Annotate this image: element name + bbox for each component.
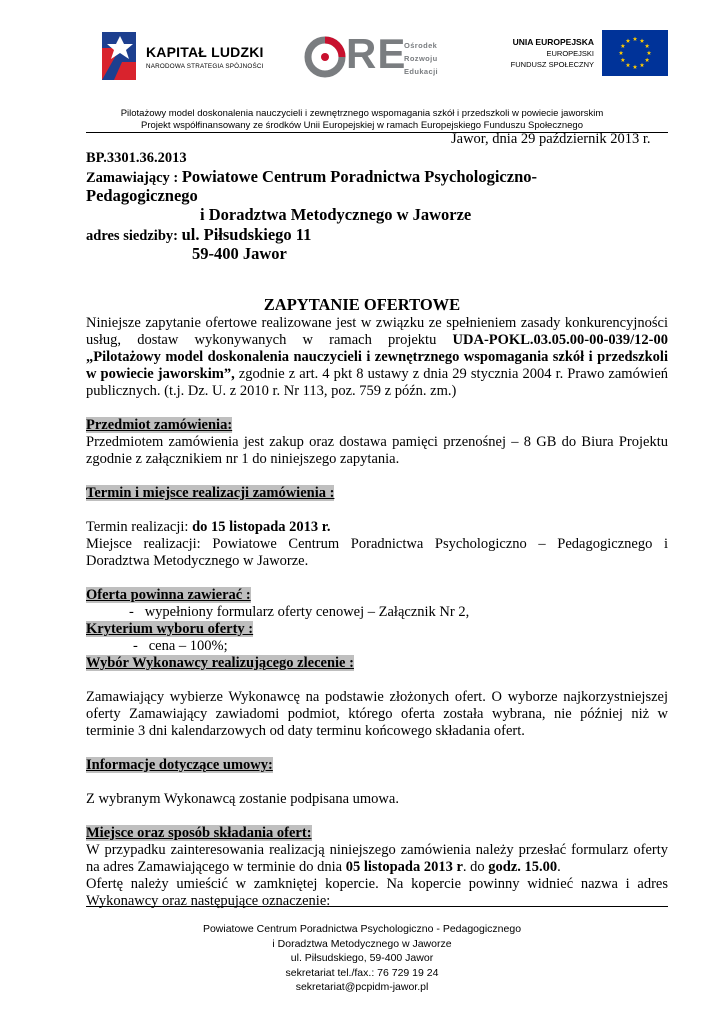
kapital-ludzki-subtitle: NARODOWA STRATEGIA SPÓJNOŚCI [146,63,264,70]
orderer-name-1: Powiatowe Centrum Poradnictwa Psychologiczno- [181,167,537,186]
submission-line-3: Ofertę należy umieścić w zamkniętej kopercie. Na kopercie powinny widnieć nazwa i adres [86,876,668,892]
criterion-item: - cena – 100%; [133,638,228,654]
section-offer-heading-text: Oferta powinna zawierać : [86,587,251,603]
intro-line-4 [86,366,668,383]
orderer-name-3: i Doradztwa Metodycznego w Jaworze [200,205,472,224]
document-date: Jawor, dnia 29 październik 2013 r. [451,131,651,147]
eu-line-2: EUROPEJSKI [546,49,594,58]
footer-email: sekretariat@pcpidm-jawor.pl [295,981,429,994]
footer-line-3: ul. Piłsudskiego, 59-400 Jawor [290,952,434,965]
section-criterion-heading [86,621,253,638]
selection-line-3: terminie 3 dni kalendarzowych od daty terminu końcowego składania ofert. [86,723,525,739]
orderer-name-2: Pedagogicznego [86,186,198,205]
intro-project-name-end: w powiecie jaworskim”, [86,366,235,382]
term-line [86,519,331,536]
ore-logo [300,30,475,82]
project-code: UDA-POKL.03.05.00-00-039/12-00 [452,332,668,348]
section-subject-heading [86,417,232,434]
ore-line-2: Rozwoju [404,54,438,63]
section-offer-heading [86,587,251,604]
kapital-ludzki-emblem-icon [100,28,138,84]
eu-text [511,36,594,70]
section-contract-heading-text: Informacje dotyczące umowy: [86,757,273,773]
eu-line-1: UNIA EUROPEJSKA [512,37,594,47]
address-city: 59-400 Jawor [192,244,287,263]
kapital-ludzki-title: KAPITAŁ LUDZKI [146,44,264,60]
section-subject-heading-text: Przedmiot zamówienia: [86,417,233,433]
section-contract-heading [86,757,273,774]
footer-line-2: i Doradztwa Metodycznego w Jaworze [272,937,452,950]
intro-line-5: publicznych. (t.j. Dz. U. z 2010 r. Nr 113, poz. 759 z późn. zm.) [86,383,457,399]
section-selection-heading-text: Wybór Wykonawcy realizującego zlecenie : [86,655,354,671]
ore-line-3: Edukacji [404,67,439,76]
intro-line-4-text: zgodnie z art. 4 pkt 8 ustawy z dnia 29 stycznia 2004 r. Prawo zamówień [238,366,669,382]
offer-item: - wypełniony formularz oferty cenowej – Załącznik Nr 2, [129,604,470,620]
intro-line-2-text: usług, dostaw wykonywanych w ramach projektu [86,332,437,348]
section-term-heading [86,485,334,502]
kapital-ludzki-logo [100,28,300,88]
submission-line-1: W przypadku zainteresowania realizacją niniejszego zamówienia należy przesłać formularz oferty [86,842,668,858]
section-term-heading-text: Termin i miejsce realizacji zamówienia : [86,485,335,501]
reference-number: BP.3301.36.2013 [86,150,187,166]
section-selection-heading [86,655,354,672]
subject-line-2: zgodnie z załącznikiem nr 1 do niniejszego zapytania. [86,451,400,467]
project-header-line-2: Projekt współfinansowany ze środków Unii Europejskiej w ramach Europejskiego Funduszu Społecznego [141,120,583,131]
place-paragraph [86,536,668,570]
submission-deadline-hour: godz. 15.00 [488,859,558,875]
eu-logo [500,30,668,82]
intro-line-3: „Pilotażowy model doskonalenia nauczycieli i zewnętrznego wspomagania szkół i przedszkoli [86,349,668,365]
section-submission-heading-text: Miejsce oraz sposób składania ofert: [86,825,312,841]
ore-o-ring-icon [304,36,346,78]
footer-divider [86,906,668,907]
submission-line-2-text: na adres Zamawiającego w terminie do dnia [86,859,343,875]
section-criterion-heading-text: Kryterium wyboru oferty : [86,621,254,637]
eu-flag-icon [602,30,668,76]
term-label: Termin realizacji: [86,519,189,535]
place-line-2: Doradztwa Metodycznego w Jaworze. [86,553,309,569]
footer [0,922,724,995]
orderer-label: Zamawiający : [86,170,179,186]
footer-line-4: sekretariat tel./fax.: 76 729 19 24 [285,966,439,979]
term-value: do 15 listopada 2013 r. [192,519,331,535]
orderer-line [86,168,537,187]
selection-line-2: oferty Zamawiający zawiadomi podmiot, którego oferta została wybrana, nie później niż w [86,706,668,722]
section-submission-heading [86,825,312,842]
intro-line-2 [86,332,668,349]
address-label: adres siedziby: [86,228,178,244]
submission-line-4: Wykonawcy oraz następujące oznaczenie: [86,893,331,909]
contract-text: Z wybranym Wykonawcą zostanie podpisana umowa. [86,791,399,807]
submission-line-2-sep: . do [462,859,485,875]
ore-wordmark: RE [346,30,407,77]
document-title: ZAPYTANIE OFERTOWE [263,295,461,314]
ore-line-1: Ośrodek [404,41,438,50]
submission-line-2-end: . [557,859,561,875]
eu-line-3: FUNDUSZ SPOŁECZNY [510,60,594,69]
project-header [0,108,724,132]
address-line [86,226,311,245]
place-line-1: Miejsce realizacji: Powiatowe Centrum Poradnictwa Psychologiczno – Pedagogicznego i [86,536,668,552]
project-header-line-1: Pilotażowy model doskonalenia nauczycieli i zewnętrznego wspomagania szkół i przedszkoli w powiecie jaworskim [120,108,604,119]
ore-name [404,39,438,78]
intro-line-1: Niniejsze zapytanie ofertowe realizowane jest w związku ze spełnieniem zasady konkurencyjności [86,315,668,331]
address-street: ul. Piłsudskiego 11 [181,225,312,244]
footer-line-1: Powiatowe Centrum Poradnictwa Psychologiczno - Pedagogicznego [202,923,522,935]
submission-paragraph [86,842,668,910]
subject-line-1: Przedmiotem zamówienia jest zakup oraz dostawa pamięci przenośnej – 8 GB do Biura Projektu [86,434,668,450]
submission-deadline-date: 05 listopada 2013 r [345,859,463,875]
section-subject-body [86,434,668,468]
intro-paragraph [86,315,668,400]
selection-paragraph [86,689,668,740]
submission-line-2 [86,859,668,876]
selection-line-1: Zamawiający wybierze Wykonawcę na podstawie złożonych ofert. O wyborze najkorzystniejszej [86,689,668,705]
